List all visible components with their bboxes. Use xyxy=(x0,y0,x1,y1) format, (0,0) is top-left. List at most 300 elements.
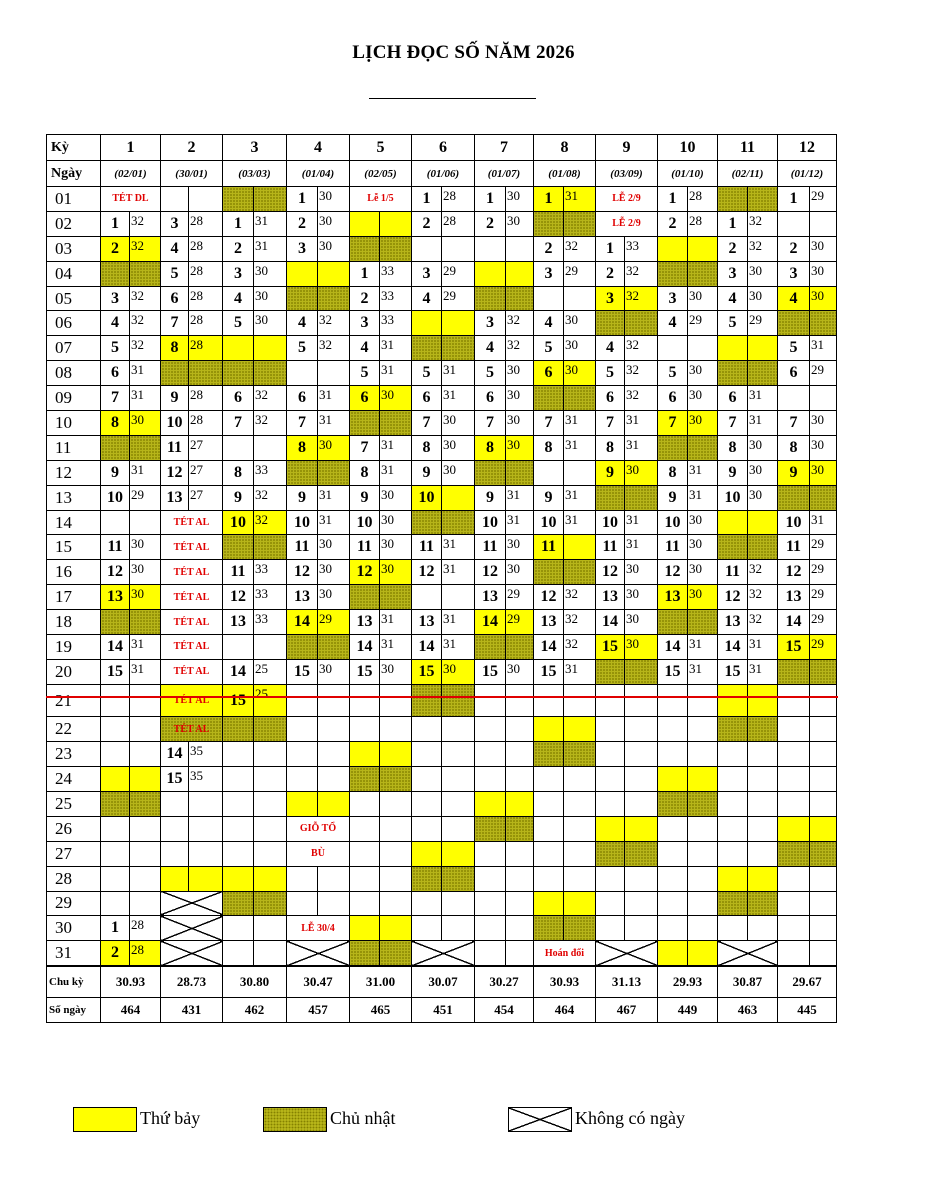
empty-cell xyxy=(658,742,688,767)
period-cycle: 31.13 xyxy=(596,966,658,998)
holiday-note: TÉT AL xyxy=(161,610,223,635)
reading-count: 32 xyxy=(254,485,287,510)
sunday-cell xyxy=(625,311,658,336)
reading-count: 29 xyxy=(442,261,475,286)
day-of-month-label: 09 xyxy=(47,386,101,411)
sunday-cell xyxy=(506,286,534,311)
empty-cell xyxy=(688,891,718,916)
reading-count: 31 xyxy=(625,535,658,560)
empty-cell xyxy=(442,585,475,610)
empty-cell xyxy=(810,791,837,816)
period-start-date: (01/08) xyxy=(534,161,596,187)
reading-number: 14 xyxy=(596,610,625,635)
day-of-month-label: 07 xyxy=(47,336,101,361)
period-cycle: 30.93 xyxy=(101,966,161,998)
sunday-cell xyxy=(748,717,778,742)
reading-number: 6 xyxy=(778,361,810,386)
reading-count: 33 xyxy=(625,236,658,261)
period-total-days: 451 xyxy=(412,998,475,1023)
reading-count: 35 xyxy=(189,767,223,792)
empty-cell xyxy=(506,236,534,261)
empty-cell xyxy=(688,717,718,742)
reading-count: 30 xyxy=(506,187,534,212)
reading-number: 13 xyxy=(101,585,130,610)
sunday-cell xyxy=(658,435,688,460)
holiday-note: Hoán đổi xyxy=(534,941,596,966)
reading-count: 31 xyxy=(318,485,350,510)
reading-count: 30 xyxy=(254,311,287,336)
reading-count: 32 xyxy=(318,336,350,361)
reading-number: 13 xyxy=(778,585,810,610)
empty-cell xyxy=(564,791,596,816)
reading-number: 11 xyxy=(475,535,506,560)
reading-count: 32 xyxy=(130,336,161,361)
period-cycle: 29.93 xyxy=(658,966,718,998)
period-total-days: 467 xyxy=(596,998,658,1023)
day-of-month-label: 13 xyxy=(47,485,101,510)
reading-number: 12 xyxy=(658,560,688,585)
empty-cell xyxy=(778,211,810,236)
empty-cell xyxy=(564,767,596,792)
reading-number: 14 xyxy=(161,742,189,767)
sunday-cell xyxy=(254,361,287,386)
period-total-days: 457 xyxy=(287,998,350,1023)
sunday-cell xyxy=(101,261,130,286)
empty-cell xyxy=(412,585,442,610)
empty-cell xyxy=(688,841,718,866)
reading-number: 9 xyxy=(101,460,130,485)
sunday-cell xyxy=(534,560,564,585)
reading-number: 1 xyxy=(658,187,688,212)
reading-number: 14 xyxy=(101,635,130,660)
empty-cell xyxy=(254,767,287,792)
holiday-note: LỄ 2/9 xyxy=(596,211,658,236)
sunday-cell xyxy=(318,286,350,311)
empty-cell xyxy=(596,916,625,941)
reading-number: 8 xyxy=(350,460,380,485)
holiday-note: TÉT AL xyxy=(161,510,223,535)
reading-count: 31 xyxy=(380,610,412,635)
reading-number: 5 xyxy=(223,311,254,336)
sunday-cell xyxy=(380,236,412,261)
sunday-cell xyxy=(412,510,442,535)
reading-count: 30 xyxy=(506,211,534,236)
period-cycle: 29.67 xyxy=(778,966,837,998)
no-day-cell xyxy=(287,941,350,966)
sunday-cell xyxy=(189,361,223,386)
reading-count: 31 xyxy=(564,485,596,510)
title-underline xyxy=(369,98,536,99)
reading-count: 31 xyxy=(130,659,161,684)
saturday-cell xyxy=(442,841,475,866)
reading-count: 31 xyxy=(254,236,287,261)
empty-cell xyxy=(506,916,534,941)
reading-number: 1 xyxy=(778,187,810,212)
empty-cell xyxy=(564,816,596,841)
reading-number: 15 xyxy=(596,635,625,660)
reading-number: 7 xyxy=(412,411,442,436)
empty-cell xyxy=(350,684,380,717)
saturday-cell xyxy=(658,236,688,261)
reading-count: 30 xyxy=(506,361,534,386)
reading-number: 1 xyxy=(412,187,442,212)
empty-cell xyxy=(412,916,442,941)
empty-cell xyxy=(189,816,223,841)
period-cycle: 30.87 xyxy=(718,966,778,998)
empty-cell xyxy=(748,816,778,841)
reading-number: 1 xyxy=(101,916,130,941)
empty-cell xyxy=(161,816,189,841)
reading-count: 29 xyxy=(810,187,837,212)
empty-cell xyxy=(287,742,318,767)
empty-cell xyxy=(534,816,564,841)
empty-cell xyxy=(350,841,380,866)
empty-cell xyxy=(442,791,475,816)
empty-cell xyxy=(506,941,534,966)
empty-cell xyxy=(254,435,287,460)
reading-number: 1 xyxy=(475,187,506,212)
empty-cell xyxy=(596,684,625,717)
no-day-cell xyxy=(412,941,475,966)
reading-count: 31 xyxy=(688,659,718,684)
holiday-note: TÉT AL xyxy=(161,560,223,585)
saturday-cell xyxy=(748,866,778,891)
empty-cell xyxy=(318,866,350,891)
period-cycle: 30.47 xyxy=(287,966,350,998)
period-cycle: 30.07 xyxy=(412,966,475,998)
reading-number: 11 xyxy=(658,535,688,560)
empty-cell xyxy=(506,742,534,767)
reading-number: 8 xyxy=(223,460,254,485)
reading-count: 28 xyxy=(189,286,223,311)
reading-count: 31 xyxy=(130,635,161,660)
empty-cell xyxy=(748,791,778,816)
reading-count: 30 xyxy=(318,585,350,610)
day-of-month-label: 27 xyxy=(47,841,101,866)
saturday-cell xyxy=(625,816,658,841)
reading-number: 15 xyxy=(658,659,688,684)
reading-count: 33 xyxy=(380,286,412,311)
reading-count: 30 xyxy=(748,485,778,510)
empty-cell xyxy=(534,684,564,717)
reading-count: 30 xyxy=(688,510,718,535)
empty-cell xyxy=(564,866,596,891)
period-cycle: 28.73 xyxy=(161,966,223,998)
sunday-cell xyxy=(534,916,564,941)
empty-cell xyxy=(101,717,130,742)
empty-cell xyxy=(223,435,254,460)
reading-count: 28 xyxy=(130,941,161,966)
saturday-cell xyxy=(161,866,189,891)
reading-count: 32 xyxy=(748,560,778,585)
empty-cell xyxy=(318,361,350,386)
reading-number: 12 xyxy=(412,560,442,585)
sunday-cell xyxy=(442,684,475,717)
sunday-cell xyxy=(318,635,350,660)
day-of-month-label: 25 xyxy=(47,791,101,816)
saturday-cell xyxy=(223,336,254,361)
reading-number: 4 xyxy=(778,286,810,311)
empty-cell xyxy=(101,841,130,866)
reading-count: 31 xyxy=(318,510,350,535)
sunday-cell xyxy=(442,336,475,361)
reading-number: 4 xyxy=(534,311,564,336)
sunday-cell xyxy=(412,684,442,717)
period-total-days: 449 xyxy=(658,998,718,1023)
reading-count: 32 xyxy=(748,610,778,635)
empty-cell xyxy=(254,816,287,841)
empty-cell xyxy=(596,742,625,767)
reading-count: 29 xyxy=(810,560,837,585)
reading-count: 30 xyxy=(442,460,475,485)
empty-cell xyxy=(810,916,837,941)
reading-number: 1 xyxy=(101,211,130,236)
empty-cell xyxy=(254,916,287,941)
reading-number: 10 xyxy=(412,485,442,510)
empty-cell xyxy=(718,767,748,792)
empty-cell xyxy=(442,891,475,916)
empty-cell xyxy=(161,841,189,866)
reading-number: 12 xyxy=(534,585,564,610)
so-ngay-label: Số ngày xyxy=(47,998,101,1023)
reading-count: 31 xyxy=(442,610,475,635)
empty-cell xyxy=(380,717,412,742)
reading-count: 30 xyxy=(380,659,412,684)
reading-number: 7 xyxy=(534,411,564,436)
sunday-cell xyxy=(778,485,810,510)
reading-number: 11 xyxy=(223,560,254,585)
reading-number: 15 xyxy=(101,659,130,684)
reading-count: 28 xyxy=(688,211,718,236)
reading-count: 29 xyxy=(810,361,837,386)
reading-count: 32 xyxy=(130,211,161,236)
empty-cell xyxy=(350,891,380,916)
saturday-cell xyxy=(318,261,350,286)
reading-count: 30 xyxy=(810,261,837,286)
reading-count: 29 xyxy=(506,585,534,610)
reading-count: 30 xyxy=(688,286,718,311)
empty-cell xyxy=(475,916,506,941)
sunday-cell xyxy=(350,585,380,610)
empty-cell xyxy=(380,866,412,891)
reading-count: 30 xyxy=(688,585,718,610)
day-of-month-label: 03 xyxy=(47,236,101,261)
sunday-cell xyxy=(688,791,718,816)
no-day-cell xyxy=(161,941,223,966)
reading-count: 30 xyxy=(625,635,658,660)
empty-cell xyxy=(161,187,189,212)
empty-cell xyxy=(412,767,442,792)
empty-cell xyxy=(318,717,350,742)
sunday-cell xyxy=(380,585,412,610)
reading-count: 31 xyxy=(564,411,596,436)
holiday-note: TÉT AL xyxy=(161,659,223,684)
reading-number: 4 xyxy=(223,286,254,311)
reading-count: 30 xyxy=(810,460,837,485)
legend-sunday-label: Chủ nhật xyxy=(330,1108,396,1128)
sunday-cell xyxy=(254,187,287,212)
reading-number: 1 xyxy=(718,211,748,236)
empty-cell xyxy=(475,236,506,261)
empty-cell xyxy=(810,211,837,236)
reading-count: 32 xyxy=(318,311,350,336)
sunday-cell xyxy=(778,311,810,336)
reading-count: 32 xyxy=(506,336,534,361)
saturday-cell xyxy=(189,866,223,891)
reading-count: 30 xyxy=(254,286,287,311)
empty-cell xyxy=(130,816,161,841)
reading-count: 31 xyxy=(810,336,837,361)
reading-number: 11 xyxy=(412,535,442,560)
saturday-cell xyxy=(350,916,380,941)
reading-number: 8 xyxy=(101,411,130,436)
saturday-cell xyxy=(718,866,748,891)
empty-cell xyxy=(287,684,318,717)
empty-cell xyxy=(778,386,810,411)
reading-number: 11 xyxy=(287,535,318,560)
reading-count: 32 xyxy=(130,236,161,261)
empty-cell xyxy=(658,891,688,916)
reading-number: 3 xyxy=(534,261,564,286)
sunday-cell xyxy=(534,211,564,236)
reading-number: 2 xyxy=(412,211,442,236)
reading-count: 30 xyxy=(810,411,837,436)
empty-cell xyxy=(380,891,412,916)
reading-number: 9 xyxy=(475,485,506,510)
reading-number: 1 xyxy=(223,211,254,236)
empty-cell xyxy=(778,866,810,891)
reading-number: 10 xyxy=(101,485,130,510)
day-of-month-label: 15 xyxy=(47,535,101,560)
period-total-days: 445 xyxy=(778,998,837,1023)
period-total-days: 454 xyxy=(475,998,534,1023)
reading-count: 30 xyxy=(625,560,658,585)
reading-count: 29 xyxy=(810,610,837,635)
reading-number: 2 xyxy=(718,236,748,261)
reading-count: 32 xyxy=(625,336,658,361)
sunday-cell xyxy=(254,717,287,742)
empty-cell xyxy=(596,891,625,916)
period-cycle: 30.80 xyxy=(223,966,287,998)
reading-count: 25 xyxy=(254,684,287,717)
sunday-cell xyxy=(101,435,130,460)
reading-number: 12 xyxy=(718,585,748,610)
sunday-cell xyxy=(223,535,254,560)
reading-number: 6 xyxy=(101,361,130,386)
reading-number: 7 xyxy=(287,411,318,436)
reading-count: 30 xyxy=(625,460,658,485)
empty-cell xyxy=(412,791,442,816)
empty-cell xyxy=(596,717,625,742)
saturday-cell xyxy=(380,742,412,767)
period-number: 1 xyxy=(101,135,161,161)
reading-count: 31 xyxy=(506,510,534,535)
saturday-cell xyxy=(442,311,475,336)
sunday-cell xyxy=(380,767,412,792)
reading-number: 5 xyxy=(658,361,688,386)
empty-cell xyxy=(810,684,837,717)
reading-number: 14 xyxy=(778,610,810,635)
reading-count: 30 xyxy=(380,560,412,585)
sunday-cell xyxy=(130,435,161,460)
reading-count: 27 xyxy=(189,435,223,460)
empty-cell xyxy=(475,717,506,742)
reading-number: 6 xyxy=(223,386,254,411)
reading-count: 30 xyxy=(748,435,778,460)
empty-cell xyxy=(718,916,748,941)
sunday-cell xyxy=(810,841,837,866)
empty-cell xyxy=(748,841,778,866)
reading-count: 32 xyxy=(625,386,658,411)
empty-cell xyxy=(101,866,130,891)
reading-count: 29 xyxy=(506,610,534,635)
reading-number: 15 xyxy=(223,684,254,717)
saturday-cell xyxy=(506,791,534,816)
reading-count: 32 xyxy=(130,286,161,311)
sunday-cell xyxy=(688,435,718,460)
empty-cell xyxy=(810,891,837,916)
reading-number: 4 xyxy=(350,336,380,361)
reading-count: 31 xyxy=(442,361,475,386)
sunday-cell xyxy=(688,261,718,286)
empty-cell xyxy=(223,916,254,941)
empty-cell xyxy=(596,866,625,891)
reading-number: 12 xyxy=(778,560,810,585)
reading-count: 30 xyxy=(625,585,658,610)
reading-number: 11 xyxy=(778,535,810,560)
saturday-cell xyxy=(130,767,161,792)
reading-count: 31 xyxy=(254,211,287,236)
sunday-cell xyxy=(475,286,506,311)
reading-number: 4 xyxy=(101,311,130,336)
legend-no-day-label: Không có ngày xyxy=(575,1108,685,1128)
reading-count: 30 xyxy=(506,411,534,436)
empty-cell xyxy=(658,684,688,717)
reading-number: 12 xyxy=(161,460,189,485)
empty-cell xyxy=(658,841,688,866)
empty-cell xyxy=(254,791,287,816)
period-start-date: (03/03) xyxy=(223,161,287,187)
reading-count: 28 xyxy=(189,236,223,261)
day-of-month-label: 04 xyxy=(47,261,101,286)
reading-number: 8 xyxy=(778,435,810,460)
reading-count: 32 xyxy=(625,261,658,286)
reading-number: 7 xyxy=(658,411,688,436)
reading-number: 4 xyxy=(161,236,189,261)
reading-number: 9 xyxy=(534,485,564,510)
reading-number: 15 xyxy=(287,659,318,684)
reading-count: 32 xyxy=(564,236,596,261)
day-of-month-label: 16 xyxy=(47,560,101,585)
reading-number: 1 xyxy=(350,261,380,286)
reading-count: 28 xyxy=(442,187,475,212)
day-of-month-label: 31 xyxy=(47,941,101,966)
empty-cell xyxy=(596,791,625,816)
empty-cell xyxy=(101,891,130,916)
holiday-note: TÉT AL xyxy=(161,684,223,717)
period-number: 8 xyxy=(534,135,596,161)
reading-count: 32 xyxy=(564,585,596,610)
reading-number: 13 xyxy=(223,610,254,635)
reading-number: 6 xyxy=(596,386,625,411)
holiday-note: Lễ 1/5 xyxy=(350,187,412,212)
period-start-date: (02/05) xyxy=(350,161,412,187)
reading-number: 10 xyxy=(534,510,564,535)
empty-cell xyxy=(130,891,161,916)
empty-cell xyxy=(778,684,810,717)
reading-number: 2 xyxy=(596,261,625,286)
reading-number: 9 xyxy=(287,485,318,510)
